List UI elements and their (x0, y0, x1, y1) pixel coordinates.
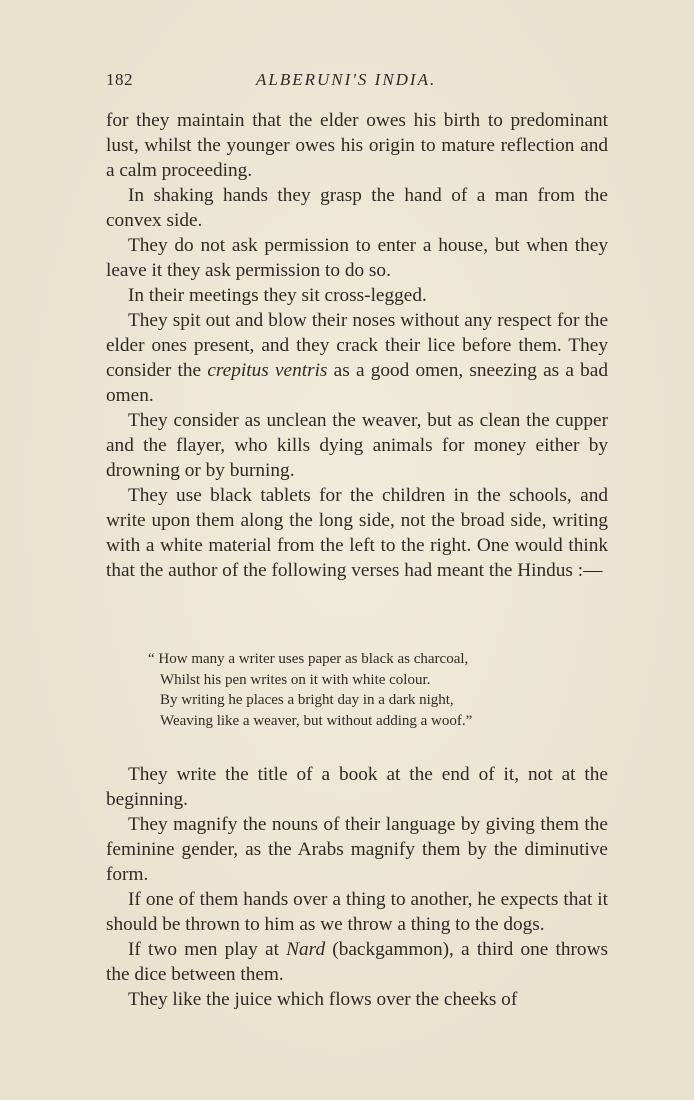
paragraph: for they maintain that the elder owes his birth to predominant lust, whilst the younger owes his origin to mature reflection and a calm proceeding. (106, 110, 608, 181)
paragraph: They like the juice which flows over the cheeks of (128, 989, 518, 1010)
quote-line: Weaving like a weaver, but without adding a woof.” (160, 712, 473, 729)
body-text-bottom (106, 762, 608, 1012)
quote-line: By writing he places a bright day in a dark night, (160, 692, 454, 708)
body-text-top (106, 108, 608, 583)
paragraph: They magnify the nouns of their language by giving them the feminine gender, as the Arabs magnify them by the diminutive form. (106, 814, 608, 885)
paragraph-text: as a good omen, sneezing as a bad omen. (106, 360, 608, 406)
paragraph-text: If two men play at (128, 939, 287, 960)
quote-line: “ How many a writer uses paper as black as charcoal, (148, 651, 469, 667)
paragraph (106, 308, 608, 408)
paragraph: In shaking hands they grasp the hand of a man from the convex side. (106, 185, 608, 231)
paragraph-text: (backgammon), a third one throws the dice between them. (106, 939, 608, 985)
paragraph: They do not ask permission to enter a house, but when they leave it they ask permission to do so. (106, 235, 608, 281)
paragraph-text: They spit out and blow their noses without any respect for the elder ones present, and they crack their lice before them. They consider the (106, 310, 608, 381)
italic-term: crepitus ventris (207, 360, 328, 381)
paragraph: If one of them hands over a thing to another, he expects that it should be thrown to him as we throw a thing to the dogs. (106, 889, 608, 935)
running-title: ALBERUNI'S INDIA. (256, 70, 437, 89)
paragraph: They use black tablets for the children in the schools, and write upon them along the long side, not the broad side, writing with a white material from the left to the right. One would think that the author of the following verses had meant the Hindus :— (106, 485, 608, 581)
running-head (106, 70, 608, 94)
paragraph (106, 937, 608, 987)
paragraph: They write the title of a book at the end of it, not at the beginning. (106, 764, 608, 810)
verse-quote (148, 649, 588, 731)
paragraph: In their meetings they sit cross-legged. (128, 285, 427, 306)
paragraph: They consider as unclean the weaver, but as clean the cupper and the flayer, who kills dying animals for money either by drowning or by burning. (106, 410, 608, 481)
page-number: 182 (106, 70, 133, 89)
italic-term: Nard (286, 939, 326, 960)
quote-line: Whilst his pen writes on it with white colour. (160, 671, 431, 688)
